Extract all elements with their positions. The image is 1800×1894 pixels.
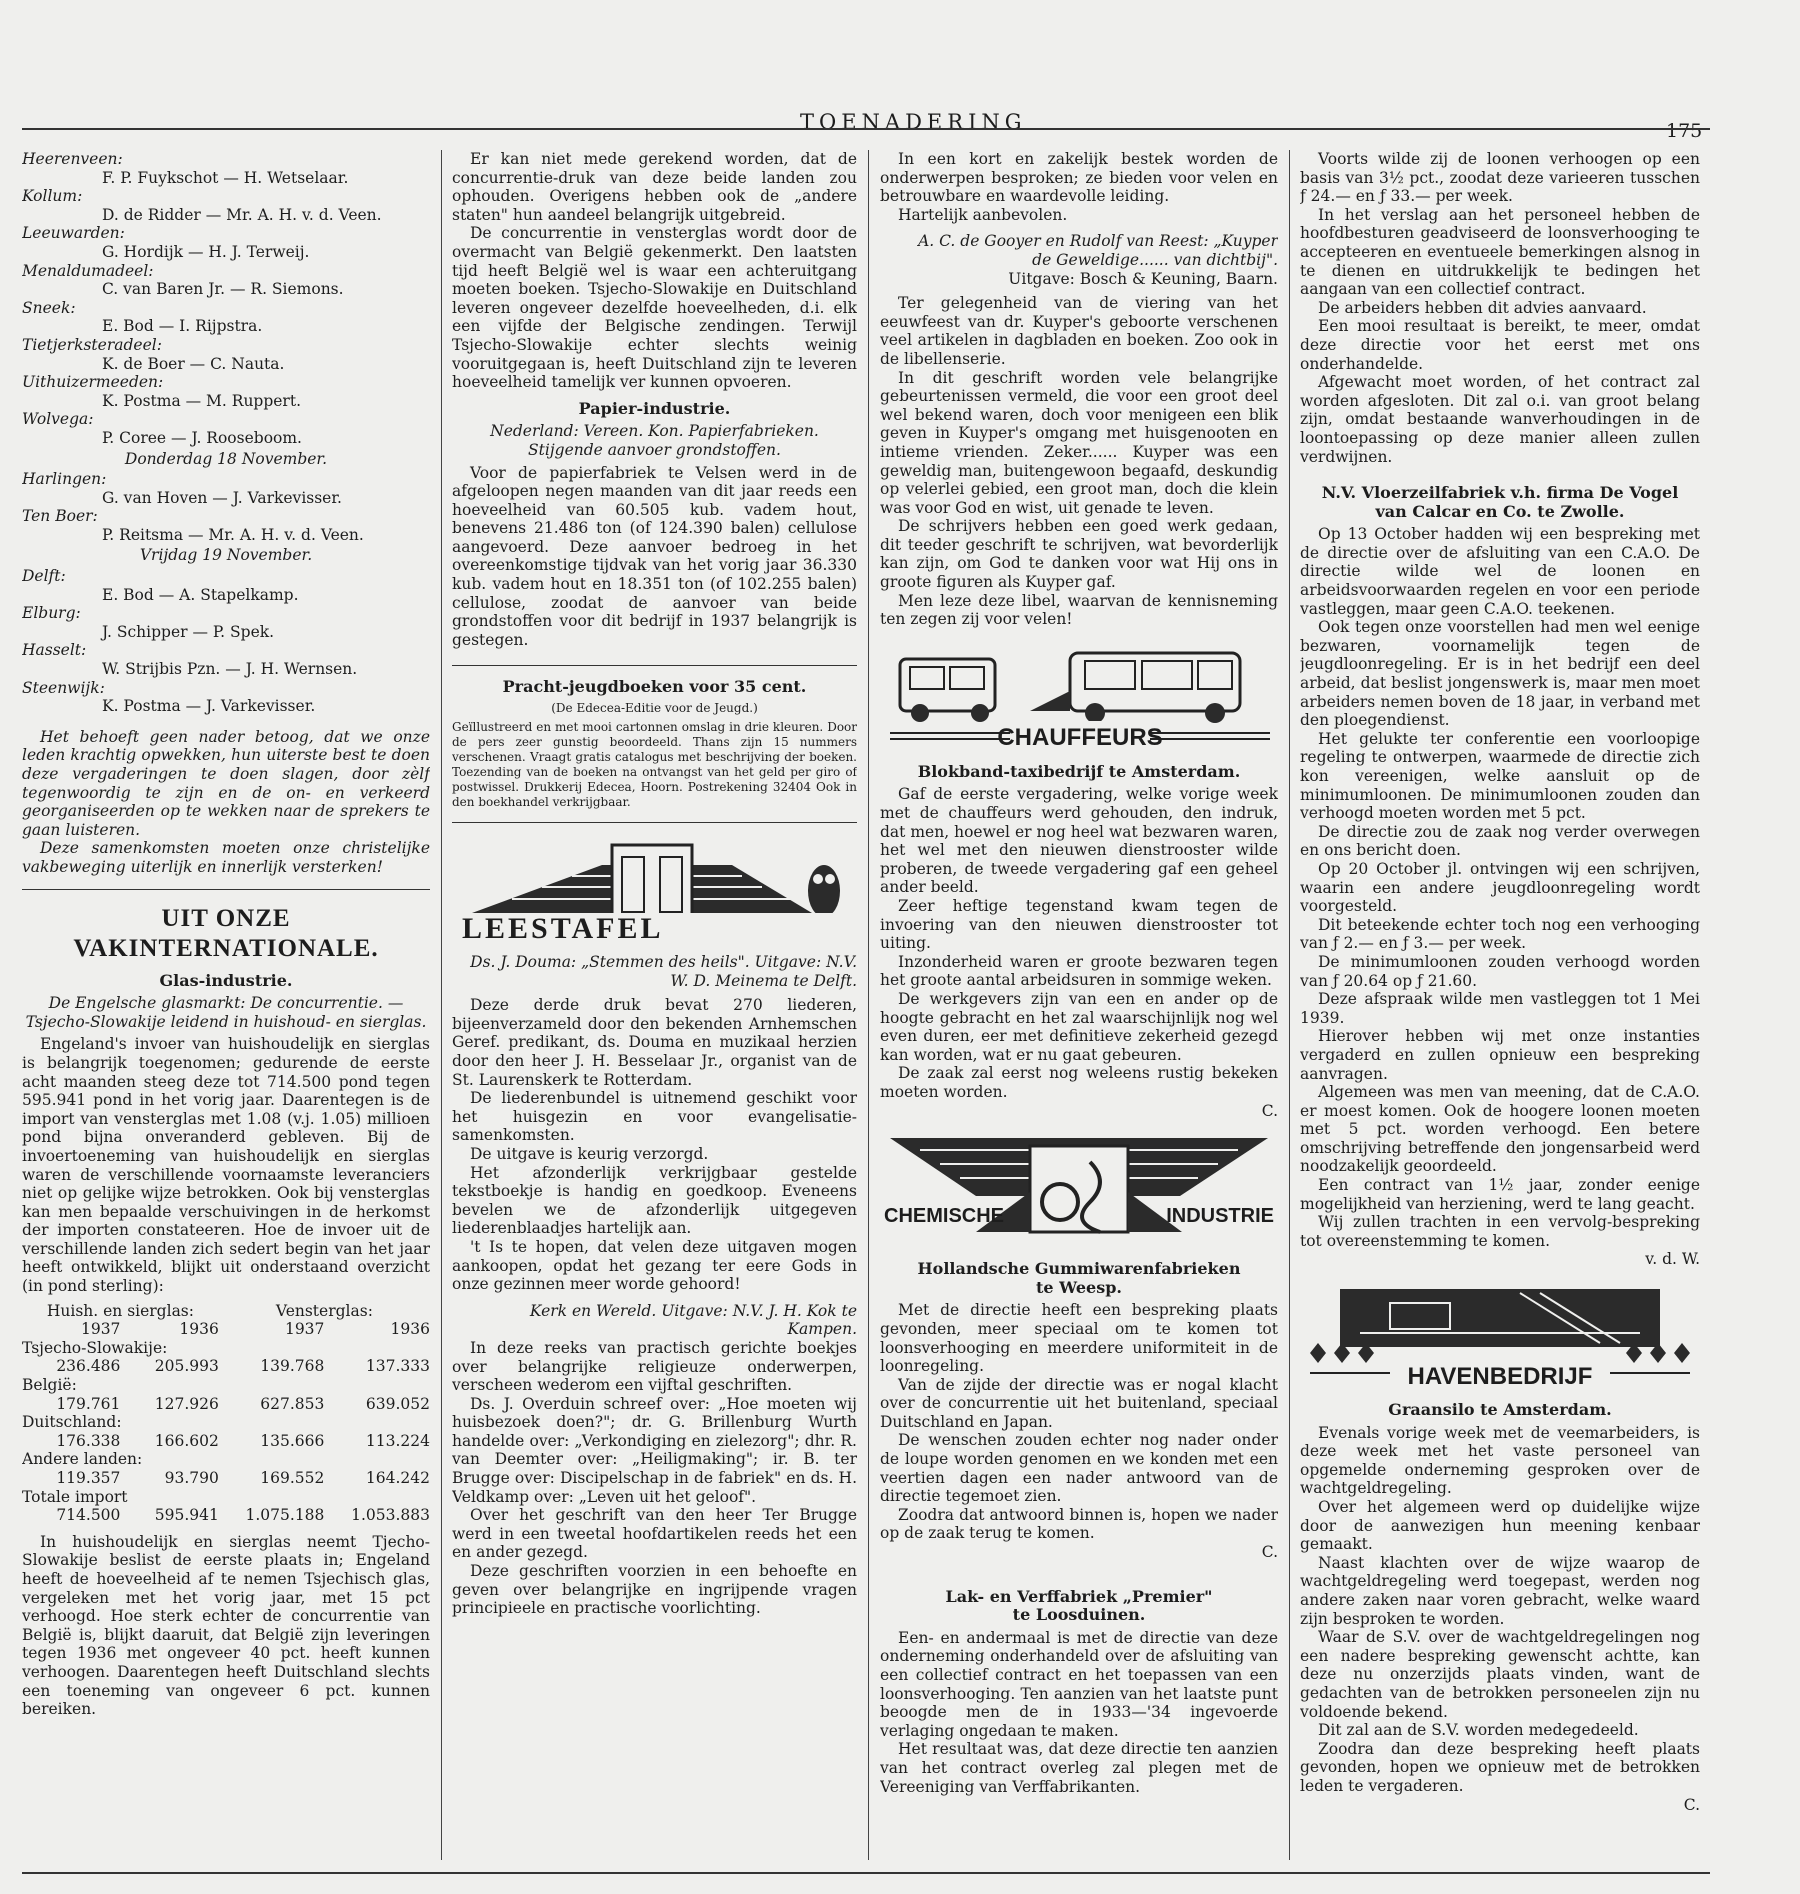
table-cell: 127.926 xyxy=(154,1394,219,1413)
article-paragraph: Hierover hebben wij met onze instanties vergaderd en zullen opnieuw een bespreking aanvragen. xyxy=(1300,1027,1700,1083)
banner-label: LEESTAFEL xyxy=(462,912,664,946)
article-paragraph: De werkgevers zijn van een en ander op de hoogte gebracht en het zal waarschijnlijk nog wel even duren, eer met definitieve zekerheid gezegd kan worden, wat er nu gaat gebeuren. xyxy=(880,989,1278,1064)
table-group-header: Vensterglas: xyxy=(275,1301,373,1320)
table-year-header: 1937 xyxy=(80,1320,121,1339)
glass-import-table xyxy=(22,1302,430,1525)
meeting-place: Hasselt: xyxy=(22,641,87,660)
article-paragraph: Deze afspraak wilde men vastleggen tot 1 Mei 1939. xyxy=(1300,990,1700,1027)
section-title: VAKINTERNATIONALE. xyxy=(73,934,379,962)
table-cell: 135.666 xyxy=(260,1431,325,1450)
meeting-speakers: J. Schipper — P. Spek. xyxy=(102,622,275,641)
article-paragraph: In huishoudelijk en sierglas neemt Tjecho-Slowakije beslist de eerste plaats in; Engeland heeft de hoeveelheid af te nemen Tsjechisch glas, vergeleken met het vorig jaar, met 15 pct verhoogd. Hoe sterk echter de concurrentie van België is, blijkt daaruit, dat België zijn leveringen tegen 1936 met ongeveer 40 pct. heeft kunnen verhoogen. Daarentegen heeft Duitschland slechts een toeneming van ongeveer 6 pct. kunnen bereiken. xyxy=(22,1532,430,1719)
article-paragraph: De concurrentie in vensterglas wordt door de overmacht van België gekenmerkt. Den laatsten tijd heeft België wel is waar een achteruitgang moeten boeken. Tsjecho-Slowakije en Duitschland leveren ongeveer dezelfde hoeveelheden, d.i. elk een vijfde der Belgische zendingen. Terwijl Tsjecho-Slowakije echter slechts weinig vooruitgegaan is, heeft Duitschland zijn te leveren hoeveelheid tamelijk ver kunnen opvoeren. xyxy=(452,224,857,392)
column-divider xyxy=(1289,150,1290,1860)
chauffeurs-banner xyxy=(880,645,1278,755)
article-heading: Papier-industrie. xyxy=(578,398,731,418)
table-cell: 639.052 xyxy=(365,1394,430,1413)
table-country: Andere landen: xyxy=(22,1450,143,1469)
article-paragraph: Dit zal aan de S.V. worden medegedeeld. xyxy=(1318,1721,1639,1740)
column-3 xyxy=(880,150,1278,1865)
article-paragraph: Wij zullen trachten in een vervolg-bespreking tot overeenstemming te komen. xyxy=(1300,1213,1700,1250)
table-cell: 627.853 xyxy=(260,1394,325,1413)
table-row xyxy=(22,1432,430,1451)
article-paragraph: Evenals vorige week met de veemarbeiders, is deze week met het vaste personeel van opgemelde onderneming gesproken over de wachtgeldregeling. xyxy=(1300,1423,1700,1498)
footer-rule xyxy=(22,1872,1710,1874)
article-paragraph: Er kan niet mede gerekend worden, dat de concurrentie-druk van deze beide landen zou ophouden. Overigens hebben ook de „andere staten" hun aandeel belangrijk uitgebreid. xyxy=(452,150,857,224)
article-paragraph: Gaf de eerste vergadering, welke vorige week met de chauffeurs werd gehouden, den indruk, dat men, hoewel er nog heel wat bezwaren waren, het wel met den nieuwen dienstrooster wilde proberen, de tweede vergadering gaf een geheel ander beeld. xyxy=(880,785,1278,897)
meeting-speakers: P. Reitsma — Mr. A. H. v. d. Veen. xyxy=(102,525,364,544)
article-paragraph: Algemeen was men van meening, dat de C.A.O. er moest komen. Ook de hoogere loonen moeten met 5 pct. worden verhoogd. Een betere omschrijving betreffende den jongensarbeid werd noodzakelijk geoordeeld. xyxy=(1300,1083,1700,1176)
table-row xyxy=(22,1395,430,1414)
chemische-industrie-banner xyxy=(880,1132,1278,1252)
article-paragraph: Op 20 October jl. ontvingen wij een schrijven, waarin een andere jeugdloonregeling wordt voorgesteld. xyxy=(1300,859,1700,916)
article-paragraph: De arbeiders hebben dit advies aanvaard. xyxy=(1318,298,1647,317)
table-cell: 113.224 xyxy=(365,1431,430,1450)
article-paragraph: Deze geschriften voorzien in een behoefte en geven over belangrijke en ingrijpende vragen principieele en practische voorlichting. xyxy=(452,1562,857,1618)
article-paragraph: Een- en andermaal is met de directie van deze onderneming onderhandeld over de afsluiting van een collectief contract en het toepassen van een loonsverhooging. Ten aanzien van het laatste punt beoogde men de in 1933—'34 ingevoerde verlaging ongedaan te maken. xyxy=(880,1628,1278,1740)
meeting-place: Delft: xyxy=(22,567,66,586)
article-paragraph: Inzonderheid waren er groote bezwaren tegen het groote aantal arbeidsuren in sommige weken. xyxy=(880,952,1278,990)
article-paragraph: Voor de papierfabriek te Velsen werd in de afgeloopen negen maanden van dit jaar reeds een hoeveelheid van 60.505 kub. vadem hout, benevens 21.486 ton (of 124.390 balen) cellulose aangevoerd. Deze aanvoer bedroeg in het overeenkomstige tijdvak van het vorig jaar 36.330 kub. vadem hout en 18.351 ton (of 102.255 balen) cellulose, zoodat de aanvoer van beide grondstoffen voor dit bedrijf in 1937 belangrijk is gestegen. xyxy=(452,463,857,649)
article-heading: Blokband-taxibedrijf te Amsterdam. xyxy=(917,761,1241,781)
meeting-speakers: K. Postma — M. Ruppert. xyxy=(102,391,302,410)
meeting-speakers: G. van Hoven — J. Varkevisser. xyxy=(102,488,342,507)
article-paragraph: Over het geschrift van den heer Ter Brugge werd in een tweetal hoofdartikelen reeds het een en ander gezegd. xyxy=(452,1506,857,1562)
advert-heading: Pracht-jeugdboeken voor 35 cent. xyxy=(502,677,807,697)
table-country: Totale import xyxy=(22,1487,128,1506)
meeting-speakers: W. Strijbis Pzn. — J. H. Wernsen. xyxy=(102,660,358,679)
article-heading: N.V. Vloerzeilfabriek v.h. firma De Vogel xyxy=(1321,483,1679,503)
article-subheading: Nederland: Vereen. Kon. Papierfabrieken. Stijgende aanvoer grondstoffen. xyxy=(490,422,819,459)
meeting-speakers: P. Coree — J. Rooseboom. xyxy=(102,428,302,447)
meeting-place: Elburg: xyxy=(22,604,81,623)
article-paragraph: Het resultaat was, dat deze directie ten aanzien van het contract overleg zal plegen met de Vereeniging van Verffabrikanten. xyxy=(880,1740,1278,1796)
article-paragraph: Voorts wilde zij de loonen verhoogen op een basis van 3½ pct., zoodat deze varieeren tusschen ƒ 24.— en ƒ 33.— per week. xyxy=(1300,150,1700,206)
article-paragraph: Hartelijk aanbevolen. xyxy=(898,205,1068,224)
table-cell: 137.333 xyxy=(365,1357,430,1376)
day-heading: Donderdag 18 November. xyxy=(124,449,328,468)
page-number: 175 xyxy=(1666,120,1703,142)
column-4 xyxy=(1300,150,1700,1865)
article-paragraph: Zeer heftige tegenstand kwam tegen de invoering van den nieuwen dienstrooster tot uiting. xyxy=(880,897,1278,953)
article-paragraph: Engeland's invoer van huishoudelijk en sierglas is belangrijk toegenomen; gedurende de eerste acht maanden steeg deze tot 714.500 pond tegen 595.941 pond in het vorig jaar. Daarentegen is de import van vensterglas met 1.08 (v.j. 1.05) millioen pond bijna onveranderd gebleven. Bij de invoertoeneming van huishoudelijk en sierglas waren de verschillende voornaamste leveranciers niet op gelijke wijze betrokken. Ook bij vensterglas kan men bepaalde verschuivingen in de herkomst der importen constateeren. Hoe de invoer uit de verschillende landen zich sedert begin van het jaar heeft ontwikkeld, blijkt uit onderstaand overzicht (in pond sterling): xyxy=(22,1035,430,1296)
meeting-place: Heerenveen: xyxy=(22,150,123,168)
meeting-speakers: E. Bod — I. Rijpstra. xyxy=(102,317,263,336)
section-rule xyxy=(452,665,857,666)
header-rule xyxy=(22,128,1710,130)
closing-paragraph: Deze samenkomsten moeten onze christelijke vakbeweging uiterlijk en innerlijk versterken! xyxy=(22,839,430,876)
article-heading: Lak- en Verffabriek „Premier" xyxy=(945,1586,1213,1606)
table-cell: 179.761 xyxy=(56,1394,121,1413)
meeting-speakers: F. P. Fuykschot — H. Wetselaar. xyxy=(102,168,349,187)
banner-label-left: CHEMISCHE xyxy=(884,1205,1005,1228)
article-paragraph: Een contract van 1½ jaar, zonder eenige mogelijkheid van herziening, werd te lang geacht. xyxy=(1300,1176,1700,1213)
meeting-place: Steenwijk: xyxy=(22,678,105,697)
signature: C. xyxy=(1261,1101,1278,1120)
article-paragraph: Het afzonderlijk verkrijgbaar gestelde tekstboekje is handig en goedkoop. Eveneens bevelen we de afzonderlijk uitgegeven liederenblaadjes hartelijk aan. xyxy=(452,1163,857,1238)
article-paragraph: De zaak zal eerst nog weleens rustig bekeken moeten worden. xyxy=(880,1064,1278,1101)
banner-label-right: INDUSTRIE xyxy=(1166,1205,1274,1228)
book-reference: A. C. de Gooyer en Rudolf van Reest: „Kuyper de Geweldige...... van dichtbij". xyxy=(918,232,1278,269)
book-reference: Kerk en Wereld. Uitgave: N.V. J. H. Kok te Kampen. xyxy=(529,1301,857,1339)
article-subheading: De Engelsche glasmarkt: De concurrentie. — Tsjecho-Slowakije leidend in huishoud- en sierglas. xyxy=(25,994,427,1031)
table-cell: 1.053.883 xyxy=(351,1506,430,1525)
table-cell: 1.075.188 xyxy=(245,1506,325,1525)
article-heading: van Calcar en Co. te Zwolle. xyxy=(1375,501,1625,521)
table-country: Duitschland: xyxy=(22,1413,122,1432)
meeting-place: Wolvega: xyxy=(22,410,94,429)
table-year-header: 1937 xyxy=(284,1320,325,1339)
column-divider xyxy=(441,150,442,1860)
table-cell: 164.242 xyxy=(365,1469,430,1487)
meeting-place: Ten Boer: xyxy=(22,507,98,526)
meeting-speakers: C. van Baren Jr. — R. Siemons. xyxy=(102,280,344,299)
column-divider xyxy=(868,150,869,1860)
article-paragraph: Men leze deze libel, waarvan de kennisneming ten zegen zij voor velen! xyxy=(880,591,1278,629)
table-year-header: 1936 xyxy=(390,1320,430,1339)
table-cell: 176.338 xyxy=(56,1431,121,1450)
article-paragraph: Ds. J. Overduin schreef over: „Hoe moeten wij huisbezoek doen?"; dr. G. Brillenburg Wurth handelde over: „Verkondiging en zielezorg"; dhr. R. van Deemter over: „Heiligmaking"; ir. B. ter Brugge over: Discipelschap in de fabriek" en ds. H. Veldkamp over: „Leven uit het geloof". xyxy=(452,1394,857,1506)
advert-body: Geïllustreerd en met mooi cartonnen omslag in drie kleuren. Door de pers zeer gunstig beoordeeld. Thans zijn 15 nummers verschenen. Vraagt gratis catalogus met beschrijving der boeken. Toezending van de boeken na ontvangst van het geld per giro of postwissel. Drukkerij Edecea, Hoorn. Postrekening 32404 Ook in den boekhandel verkrijgbaar. xyxy=(452,720,857,810)
meeting-place: Kollum: xyxy=(22,187,83,206)
signature: C. xyxy=(1261,1543,1278,1562)
article-paragraph: Met de directie heeft een bespreking plaats gevonden, meer speciaal om te komen tot loonsverhooging en meerdere uniformiteit in de loonregeling. xyxy=(880,1301,1278,1376)
article-paragraph: De wenschen zouden echter nog nader onder de loupe worden genomen en we konden met een veertien dagen een nader antwoord van de directie tegemoet zien. xyxy=(880,1431,1278,1506)
article-paragraph: Zoodra dat antwoord binnen is, hopen we nader op de zaak terug te komen. xyxy=(880,1505,1278,1543)
article-heading: te Loosduinen. xyxy=(1012,1605,1146,1625)
journal-title: TOENADERING xyxy=(800,110,1027,134)
article-paragraph: 't Is te hopen, dat velen deze uitgaven mogen aankoopen, opdat het gezang ter eere Gods in onze gezinnen meer worde gehoord! xyxy=(452,1237,857,1294)
article-paragraph: De schrijvers hebben een goed werk gedaan, dit teeder geschrift te schrijven, wat bevorderlijk kan zijn, om God te danken voor wat Hij ons in groote figuren als Kuyper gaf. xyxy=(880,517,1278,592)
table-row xyxy=(22,1506,430,1525)
book-reference: Ds. J. Douma: „Stemmen des heils". Uitgave: N.V. W. D. Meinema te Delft. xyxy=(470,953,857,990)
day-heading: Vrijdag 19 November. xyxy=(139,546,313,565)
article-paragraph: De uitgave is keurig verzorgd. xyxy=(470,1144,709,1163)
article-paragraph: Waar de S.V. over de wachtgeldregelingen nog een nadere bespreking gewenscht achtte, kan deze nu onzerzijds plaats vinden, want de gedachten van de betrokken personeelen zijn nu voldoende bekend. xyxy=(1300,1628,1700,1721)
article-paragraph: Een mooi resultaat is bereikt, te meer, omdat deze directie voor het eerst met ons onderhandelde. xyxy=(1300,317,1700,373)
book-publisher: Uitgave: Bosch & Keuning, Baarn. xyxy=(1008,269,1278,288)
table-cell: 169.552 xyxy=(260,1469,325,1487)
article-paragraph: Naast klachten over de wijze waarop de wachtgeldregeling werd toegepast, werden nog andere zaken naar voren gebracht, welke waard zijn besproken te worden. xyxy=(1300,1553,1700,1628)
article-heading: Hollandsche Gummiwarenfabrieken xyxy=(917,1259,1241,1279)
banner-label: CHAUFFEURS xyxy=(997,723,1163,751)
article-paragraph: Van de zijde der directie was er nogal klacht over de concurrentie uit het buitenland, speciaal Duitschland en Japan. xyxy=(880,1375,1278,1431)
article-heading: Graansilo te Amsterdam. xyxy=(1388,1400,1612,1420)
signature: v. d. W. xyxy=(1645,1250,1700,1269)
meeting-speakers: K. Postma — J. Varkevisser. xyxy=(102,697,316,716)
article-paragraph: De liederenbundel is uitnemend geschikt voor het huisgezin en voor evangelisatie-samenkomsten. xyxy=(452,1089,857,1145)
meeting-speakers: G. Hordijk — H. J. Terweij. xyxy=(102,242,310,261)
article-paragraph: Ook tegen onze voorstellen had men wel eenige bezwaren, voornamelijk tegen de jeugdloonregeling. Er is in het bedrijf een deel arbeid, dat beslist jongenswerk is, maar men moet arbeiders nemen boven de 18 jaar, in verband met den ploegendienst. xyxy=(1300,618,1700,730)
meeting-place: Menaldumadeel: xyxy=(22,261,154,280)
article-paragraph: Deze derde druk bevat 270 liederen, bijeenverzameld door den bekenden Arnhemschen Geref. predikant, ds. Douma en muzikaal herzien door den heer J. H. Besselaar Jr., organist van de St. Laurenskerk te Rotterdam. xyxy=(452,996,857,1089)
article-paragraph: In een kort en zakelijk bestek worden de onderwerpen besproken; ze bieden voor velen en betrouwbare en waardevolle leiding. xyxy=(880,150,1278,206)
column-2 xyxy=(452,150,857,1865)
article-paragraph: Ter gelegenheid van de viering van het eeuwfeest van dr. Kuyper's geboorte verschenen veel artikelen in dagbladen en boeken. Zoo ook in de libellenserie. xyxy=(880,294,1278,368)
article-heading: Glas-industrie. xyxy=(159,970,293,990)
article-paragraph: Dit beteekende echter toch nog een verhooging van ƒ 2.— en ƒ 3.— per week. xyxy=(1300,915,1700,953)
article-paragraph: Afgewacht moet worden, of het contract zal worden afgesloten. Dit zal o.i. van groot belang zijn, omdat bestaande wanverhoudingen in de loontoepassing op deze manier alleen zullen verdwijnen. xyxy=(1300,373,1700,466)
table-cell: 205.993 xyxy=(154,1357,219,1376)
meeting-place: Tietjerksteradeel: xyxy=(22,335,162,354)
article-paragraph: In deze reeks van practisch gerichte boekjes over belangrijke religieuze onderwerpen, verscheen wederom een vijftal geschriften. xyxy=(452,1338,857,1395)
table-year-header: 1936 xyxy=(179,1320,219,1339)
table-cell: 93.790 xyxy=(164,1469,219,1487)
signature: C. xyxy=(1683,1795,1700,1814)
article-paragraph: Het gelukte ter conferentie een voorloopige regeling te ontwerpen, waarmede de directie zich kon vereenigen, welke aansluit op de minimumloonen. De minimumloonen zouden dan verhoogd moeten worden met 5 pct. xyxy=(1300,729,1700,823)
meeting-place: Uithuizermeeden: xyxy=(22,373,164,392)
section-title: UIT ONZE xyxy=(161,904,291,932)
article-paragraph: In dit geschrift worden vele belangrijke gebeurtenissen vermeld, die voor een groot deel wel bekend waren, doch voor menigeen een blik geven in Kuyper's omgang met huisgenooten en intieme vrienden. Zeker...... Kuyper was een geweldig man, buitengewoon begaafd, deskundig op velerlei gebied, een groot man, doch die klein was voor God en wist, uit genade te leven. xyxy=(880,368,1278,517)
meeting-speakers: D. de Ridder — Mr. A. H. v. d. Veen. xyxy=(102,205,382,224)
closing-paragraph: Het behoeft geen nader betoog, dat we onze leden krachtig opwekken, hun uiterste best te doen deze vergaderingen te doen slagen, door zèlf tegenwoordig te zijn en de on- en verkeerd georganiseerden op te wekken naar de sprekers te gaan luisteren. xyxy=(22,727,430,839)
table-cell: 236.486 xyxy=(56,1357,121,1376)
section-rule xyxy=(22,889,430,890)
banner-label: HAVENBEDRIJF xyxy=(1407,1363,1593,1391)
meeting-speakers: K. de Boer — C. Nauta. xyxy=(102,354,285,373)
havenbedrijf-banner xyxy=(1300,1283,1700,1393)
table-cell: 595.941 xyxy=(154,1506,219,1525)
meeting-place: Sneek: xyxy=(22,298,76,317)
section-rule xyxy=(452,822,857,823)
article-paragraph: Op 13 October hadden wij een bespreking met de directie over de afsluiting van een C.A.O. De directie wilde wel de loonen en arbeidsvoorwaarden regelen en voor een periode vastleggen, maar geen C.A.O. teekenen. xyxy=(1300,525,1700,618)
article-heading: te Weesp. xyxy=(1036,1277,1122,1297)
article-paragraph: Zoodra dan deze bespreking heeft plaats gevonden, hopen we opnieuw met de betrokken leden te vergaderen. xyxy=(1300,1739,1700,1795)
table-group-header: Huish. en sierglas: xyxy=(46,1301,194,1320)
table-row xyxy=(22,1357,430,1376)
article-paragraph: Over het algemeen werd op duidelijke wijze door de aanwezigen hun meening kenbaar gemaakt. xyxy=(1300,1498,1700,1554)
column-1 xyxy=(22,150,430,1865)
table-country: Tsjecho-Slowakije: xyxy=(22,1338,168,1357)
meeting-place: Leeuwarden: xyxy=(22,224,125,243)
article-paragraph: De minimumloonen zouden verhoogd worden van ƒ 20.64 op ƒ 21.60. xyxy=(1300,952,1700,990)
table-cell: 714.500 xyxy=(56,1506,121,1525)
table-cell: 119.357 xyxy=(56,1469,121,1487)
table-country: België: xyxy=(22,1376,77,1395)
table-row xyxy=(22,1469,430,1488)
article-paragraph: In het verslag aan het personeel hebben de hoofdbesturen geadviseerd de loonsverhooging te accepteeren en eventueele bemerkingen alsnog in te dienen en uitdrukkelijk te bedingen het aangaan van een collectief contract. xyxy=(1300,205,1700,299)
table-cell: 166.602 xyxy=(154,1431,219,1450)
meeting-place: Harlingen: xyxy=(22,470,107,489)
meeting-speakers: E. Bod — A. Stapelkamp. xyxy=(102,585,299,604)
leestafel-banner xyxy=(452,835,857,945)
advert-subheading: (De Edecea-Editie voor de Jeugd.) xyxy=(551,701,758,716)
table-cell: 139.768 xyxy=(260,1357,325,1376)
article-paragraph: De directie zou de zaak nog verder overwegen en ons bericht doen. xyxy=(1300,822,1700,860)
meeting-list-a xyxy=(22,150,430,448)
